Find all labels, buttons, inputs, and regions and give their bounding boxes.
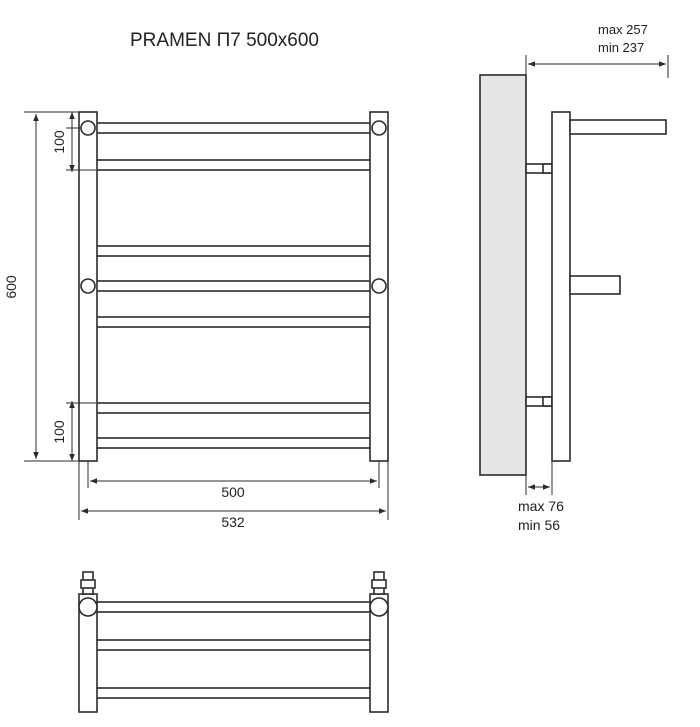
rail-6: [96, 403, 372, 413]
upper-shelf-arm: [570, 120, 666, 134]
rail-3: [96, 246, 372, 256]
rail-1: [96, 123, 372, 133]
top-view-left-connector: [79, 598, 97, 616]
top-view-right-valve-nut: [372, 580, 386, 588]
dimension-wall-gap: [526, 461, 552, 495]
rail-7: [96, 438, 372, 448]
bracket-bottom-cap: [543, 397, 552, 406]
dimension-projection-min: min 237: [598, 40, 645, 55]
dimension-inner-width-label: 500: [221, 484, 245, 500]
middle-shelf-arm: [570, 276, 620, 294]
dimension-wall-gap-max: max 76: [518, 498, 564, 514]
dimension-outer-width-label: 532: [221, 514, 245, 530]
dimension-bottom-spacing-label: 100: [51, 420, 67, 444]
bracket-top-cap: [543, 164, 552, 173]
connector-top-right: [372, 121, 386, 135]
top-view-bar-2: [96, 640, 372, 650]
top-view-left-valve-nut: [81, 580, 95, 588]
side-view: [480, 75, 666, 475]
connector-mid-right: [372, 279, 386, 293]
top-view: [79, 572, 388, 712]
connector-mid-left: [81, 279, 95, 293]
top-view-bar-3: [96, 688, 372, 698]
connector-top-left: [81, 121, 95, 135]
dimension-projection: [526, 55, 668, 78]
dimension-projection-max: max 257: [598, 22, 648, 37]
dimension-top-spacing-label: 100: [51, 130, 67, 154]
dimension-wall-gap-min: min 56: [518, 517, 561, 533]
front-view: [79, 112, 388, 461]
side-post: [552, 112, 570, 461]
rail-4: [96, 281, 372, 291]
rail-5: [96, 317, 372, 327]
drawing-title: PRAMEN П7 500x600: [130, 30, 319, 51]
dimension-height-label: 600: [3, 275, 19, 299]
top-view-right-connector: [370, 598, 388, 616]
top-view-bar-1: [96, 602, 372, 612]
rail-2: [96, 160, 372, 170]
wall: [480, 75, 526, 475]
